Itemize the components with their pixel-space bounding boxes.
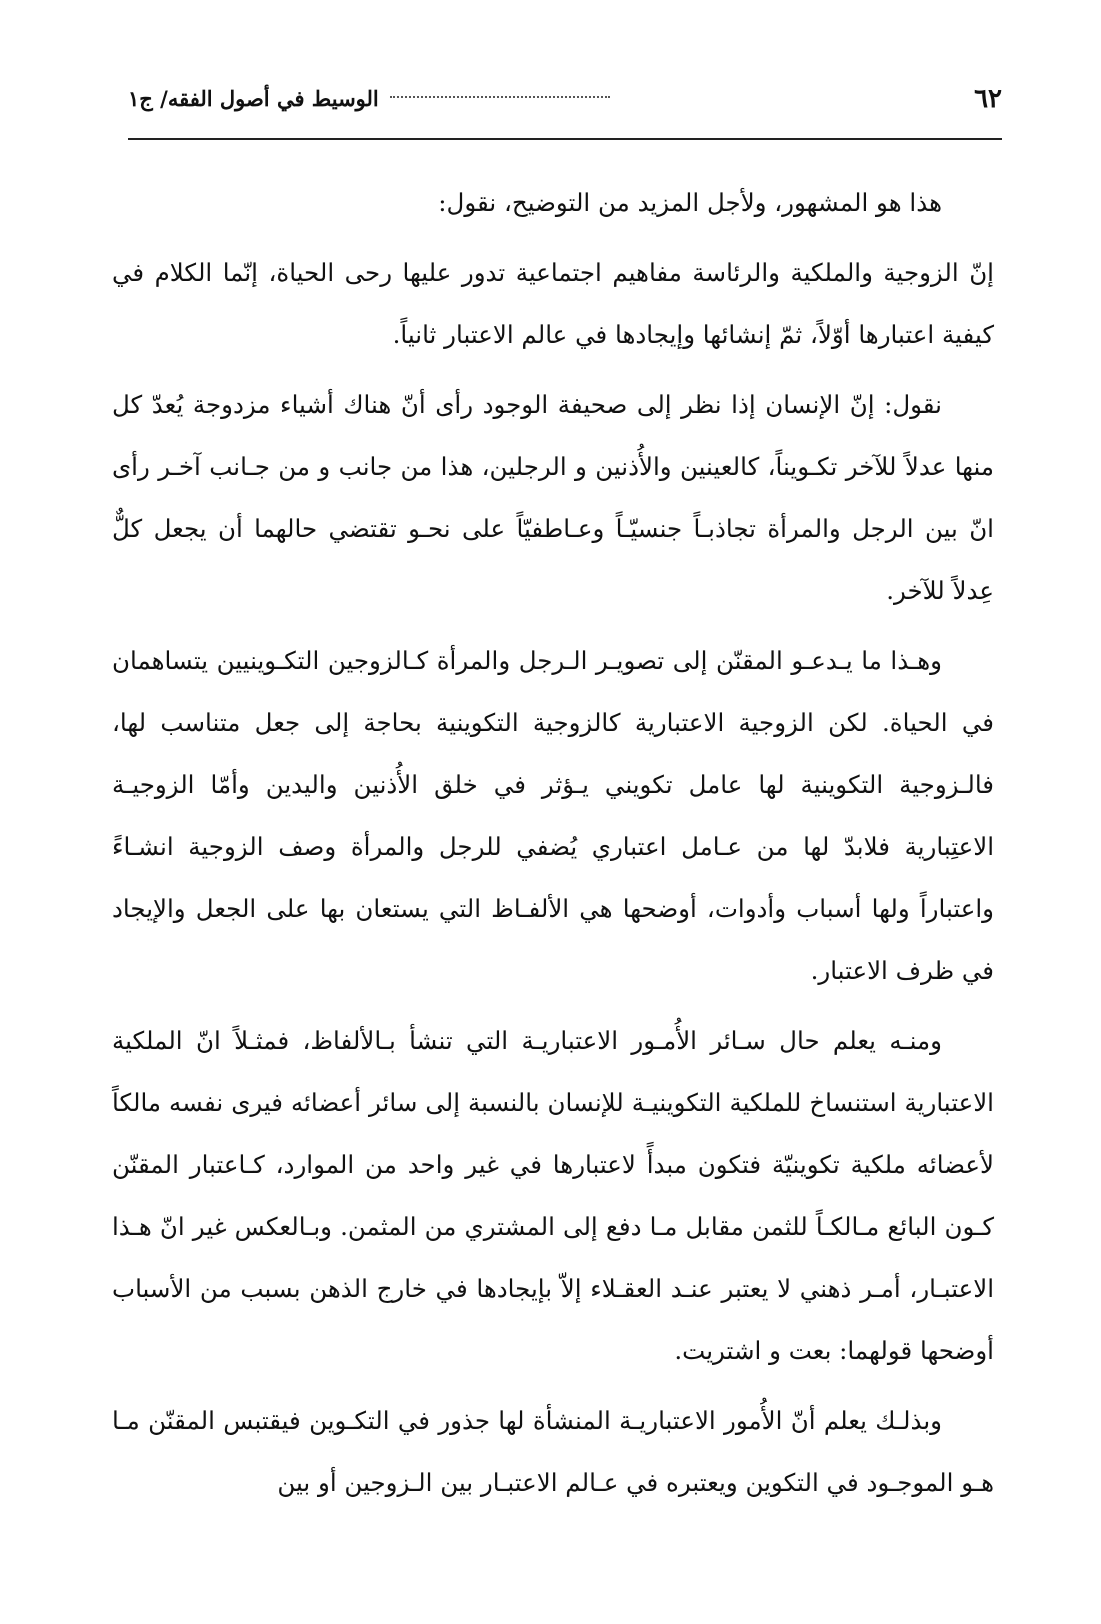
body-text bbox=[112, 172, 994, 1522]
paragraph: وهـذا ما يـدعـو المقنّن إلى تصويـر الـرجل والمرأة كـالزوجين التكـوينيين يتساهمان في الحياة. لكن الزوجية الاعتبارية كالزوجية التكوينية بحاجة إلى جعل متناسب لها، فالـزوجية التكوينية لها عامل تكويني يـؤثر في خلق الأُذنين واليدين وأمّا الزوجيـة الاعتِبارية فلابدّ لها من عـامل اعتباري يُضفي للرجل والمرأة وصف الزوجية انشـاءً واعتباراً ولها أسباب وأدوات، أوضحها هي الألفـاظ التي يستعان بها على الجعل والإيجاد في ظرف الاعتبار. bbox=[112, 646, 994, 985]
header-dotted-leader bbox=[390, 96, 610, 98]
header-divider bbox=[128, 138, 1002, 140]
paragraph: إنّ الزوجية والملكية والرئاسة مفاهيم اجتماعية تدور عليها رحى الحياة، إنّما الكلام في كيفية اعتبارها أوّلاً، ثمّ إنشائها وإيجادها في عالم الاعتبار ثانياً. bbox=[112, 258, 994, 349]
paragraph: ومنـه يعلم حال سـائر الأُمـور الاعتباريـة التي تنشأ بـالألفاظ، فمثـلاً انّ الملكية الاعتبارية استنساخ للملكية التكوينيـة للإنسان بالنسبة إلى سائر أعضائه فيرى نفسه مالكاً لأعضائه ملكية تكوينيّة فتكون مبدأً لاعتبارها في غير واحد من الموارد، كـاعتبار المقنّن كـون البائع مـالكـاً للثمن مقابل مـا دفع إلى المشتري من المثمن. وبـالعكس غير انّ هـذا الاعتبـار، أمـر ذهني لا يعتبر عنـد العقـلاء إلاّ بإيجادها في خارج الذهن بسبب من الأسباب أوضحها قولهما: بعت و اشتريت. bbox=[112, 1026, 994, 1365]
paragraph: وبذلـك يعلم أنّ الأُمور الاعتباريـة المنشأة لها جذور في التكـوين فيقتبس المقنّن مـا هـو الموجـود في التكوين ويعتبره في عـالم الاعتبـار بين الـزوجين أو بين bbox=[112, 1406, 994, 1497]
page-number: ٦٢ bbox=[974, 84, 1002, 114]
running-title: الوسيط في أصول الفقه/ ج١ bbox=[128, 86, 379, 111]
page-header bbox=[128, 80, 1002, 132]
paragraph: هذا هو المشهور، ولأجل المزيد من التوضيح، نقول: bbox=[438, 188, 942, 217]
paragraph: نقول: إنّ الإنسان إذا نظر إلى صحيفة الوجود رأى أنّ هناك أشياء مزدوجة يُعدّ كل منها عدلاً للآخر تكـويناً، كالعينين والأُذنين و الرجلين، هذا من جانب و من جـانب آخـر رأى انّ بين الرجل والمرأة تجاذبـاً جنسيّـاً وعـاطفيّاً على نحـو تقتضي حالهما أن يجعل كلٌّ عِدلاً للآخر. bbox=[112, 390, 994, 605]
